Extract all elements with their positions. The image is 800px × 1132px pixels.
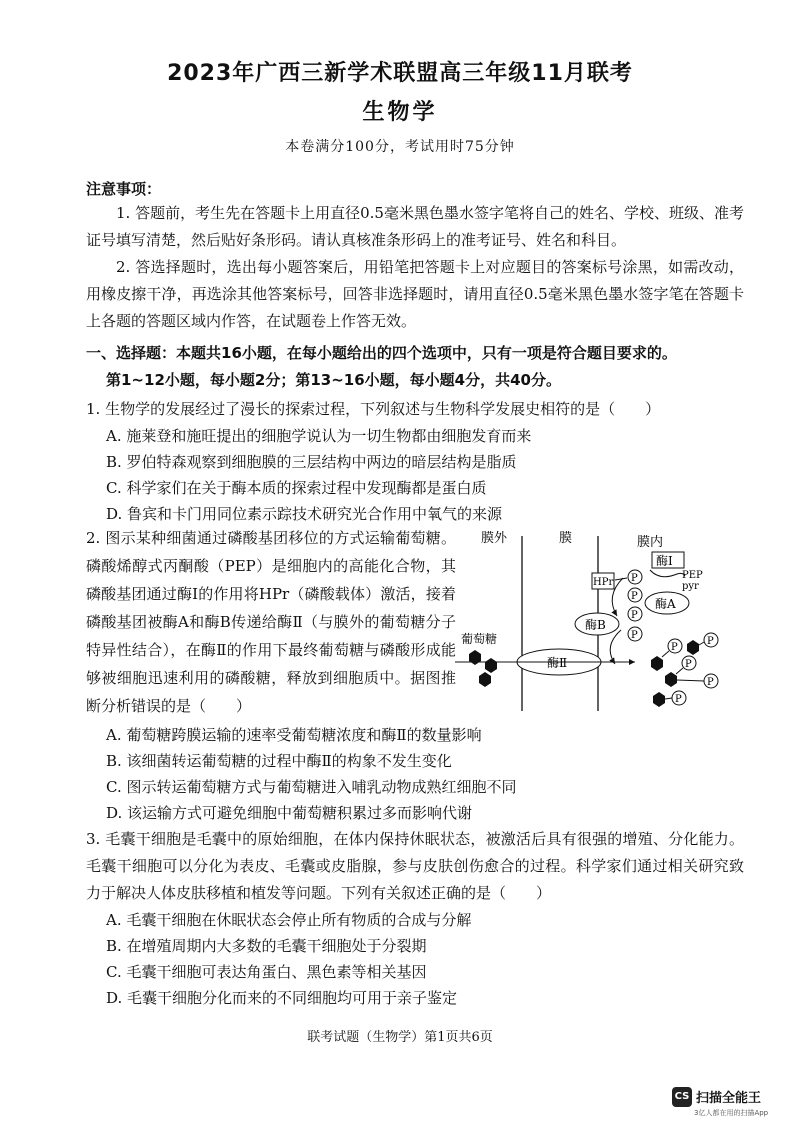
sp-phosphate-label-2: P bbox=[685, 659, 692, 670]
enzyme-b-label: 酶B bbox=[585, 618, 606, 632]
sp-phosphate-label-1: P bbox=[671, 642, 678, 653]
sp-bond-1 bbox=[662, 651, 669, 657]
question-1-option-c: C. 科学家们在关于酶本质的探索过程中发现酶都是蛋白质 bbox=[106, 479, 487, 497]
question-3-option-a: A. 毛囊干细胞在休眠状态会停止所有物质的合成与分解 bbox=[106, 911, 472, 929]
sp-bond-4 bbox=[699, 642, 704, 645]
notice-item-2: 2. 答选择题时，选出每小题答案后，用铅笔把答题卡上对应题目的答案标号涂黑，如需改动，用橡皮擦干净，再选涂其他答案标号，回答非选择题时，请用直径0.5毫米黑色墨水签字笔在答题卡上各题的答题区域内作答，在试题卷上作答无效。 bbox=[86, 258, 744, 330]
transfer-arrow-2 bbox=[610, 630, 621, 664]
sp-phosphate-label-4: P bbox=[707, 636, 714, 647]
hpr-label: HPr bbox=[593, 577, 614, 588]
notice-heading: 注意事项： bbox=[86, 180, 162, 198]
exam-subject: 生物学 bbox=[362, 100, 438, 125]
label-outside: 膜外 bbox=[481, 531, 508, 546]
phosphate-label-3: P bbox=[631, 610, 638, 621]
pep-label: PEP bbox=[682, 570, 703, 581]
enzyme-2-label: 酶Ⅱ bbox=[547, 656, 568, 670]
sp-bond-2 bbox=[676, 668, 683, 674]
enzyme-a-label: 酶A bbox=[655, 597, 676, 611]
sp-bond-5 bbox=[677, 680, 704, 681]
notice-item-1: 1. 答题前，考生先在答题卡上用直径0.5毫米黑色墨水签字笔将自己的姓名、学校、班级、准考证号填写清楚，然后贴好条形码。请认真核准条形码上的准考证号、姓名和科目。 bbox=[86, 204, 744, 249]
glucose-molecule-1 bbox=[469, 650, 481, 665]
question-1-stem: 1. 生物学的发展经过了漫长的探索过程，下列叙述与生物科学发展史相符的是（ ） bbox=[86, 400, 661, 418]
question-1-option-a: A. 施莱登和施旺提出的细胞学说认为一切生物都由细胞发育而来 bbox=[106, 427, 532, 445]
section-heading: 一、选择题：本题共16小题，在每小题给出的四个选项中，只有一项是符合题目要求的。 bbox=[86, 344, 677, 362]
sp-phosphate-label-5: P bbox=[707, 677, 714, 688]
scanner-name: 扫描全能王 bbox=[696, 1091, 762, 1106]
sugar-phosphate-1 bbox=[651, 656, 663, 671]
question-1-option-b: B. 罗伯特森观察到细胞膜的三层结构中两边的暗层结构是脂质 bbox=[106, 453, 517, 471]
question-1-option-d: D. 鲁宾和卡门用同位素示踪技术研究光合作用中氧气的来源 bbox=[106, 505, 503, 523]
enzyme-1-label: 酶Ⅰ bbox=[656, 554, 673, 568]
phosphate-label-4: P bbox=[631, 630, 638, 641]
question-3-option-d: D. 毛囊干细胞分化而来的不同细胞均可用于亲子鉴定 bbox=[106, 989, 458, 1007]
question-2-stem: 2. 图示某种细菌通过磷酸基团移位的方式运输葡萄糖。磷酸烯醇式丙酮酸（PEP）是细胞内的高能化合物，其磷酸基团通过酶Ⅰ的作用将HPr（磷酸载体）激活，接着磷酸基团被酶A和酶B传递给酶Ⅱ（与膜外的葡萄糖分子特异性结合），在酶Ⅱ的作用下最终葡萄糖与磷酸形成能够被细胞迅速利用的磷酸糖，释放到细胞质中。据图推断分析错误的是（ ） bbox=[86, 529, 456, 715]
phosphate-label-2: P bbox=[631, 591, 638, 602]
page-footer: 联考试题（生物学）第1页共6页 bbox=[307, 1030, 493, 1045]
glucose-molecule-2 bbox=[485, 658, 497, 673]
sp-bond-3 bbox=[665, 698, 672, 699]
label-inside: 膜内 bbox=[637, 535, 664, 550]
sugar-phosphate-3 bbox=[653, 692, 665, 707]
exam-title: 2023年广西三新学术联盟高三年级11月联考 bbox=[167, 61, 633, 86]
scanner-watermark bbox=[672, 1086, 761, 1107]
question-3-stem: 3. 毛囊干细胞是毛囊中的原始细胞，在体内保持休眠状态，被激活后具有很强的增殖、分化能力。毛囊干细胞可以分化为表皮、毛囊或皮脂腺，参与皮肤创伤愈合的过程。科学家们通过相关研究致力于解决人体皮肤移植和植发等问题。下列有关叙述正确的是（ ） bbox=[86, 830, 744, 902]
exam-info: 本卷满分100分，考试用时75分钟 bbox=[285, 139, 515, 155]
glucose-label: 葡萄糖 bbox=[461, 632, 498, 646]
question-2-option-d: D. 该运输方式可避免细胞中葡萄糖积累过多而影响代谢 bbox=[106, 804, 473, 822]
question-2-option-a: A. 葡萄糖跨膜运输的速率受葡萄糖浓度和酶Ⅱ的数量影响 bbox=[106, 726, 482, 744]
question-2-option-c: C. 图示转运葡萄糖方式与葡萄糖进入哺乳动物成熟红细胞不同 bbox=[106, 778, 517, 796]
section-scoring: 第1~12小题，每小题2分；第13~16小题，每小题4分，共40分。 bbox=[106, 371, 561, 389]
pep-arrow bbox=[650, 570, 685, 577]
transport-diagram bbox=[455, 526, 735, 716]
question-3-option-c: C. 毛囊干细胞可表达角蛋白、黑色素等相关基因 bbox=[106, 963, 427, 981]
question-3-option-b: B. 在增殖周期内大多数的毛囊干细胞处于分裂期 bbox=[106, 937, 427, 955]
pyr-label: pyr bbox=[682, 581, 699, 592]
phosphate-label-1: P bbox=[631, 573, 638, 584]
glucose-molecule-3 bbox=[479, 672, 491, 687]
sp-phosphate-label-3: P bbox=[675, 694, 682, 705]
question-2-option-b: B. 该细菌转运葡萄糖的过程中酶Ⅱ的构象不发生变化 bbox=[106, 752, 452, 770]
sugar-phosphate-4 bbox=[687, 640, 699, 655]
scanner-tagline: 3亿人都在用的扫描App bbox=[694, 1109, 769, 1117]
sugar-phosphate-2 bbox=[665, 672, 677, 687]
label-membrane: 膜 bbox=[559, 531, 573, 546]
scanner-logo-icon: CS bbox=[672, 1087, 692, 1107]
